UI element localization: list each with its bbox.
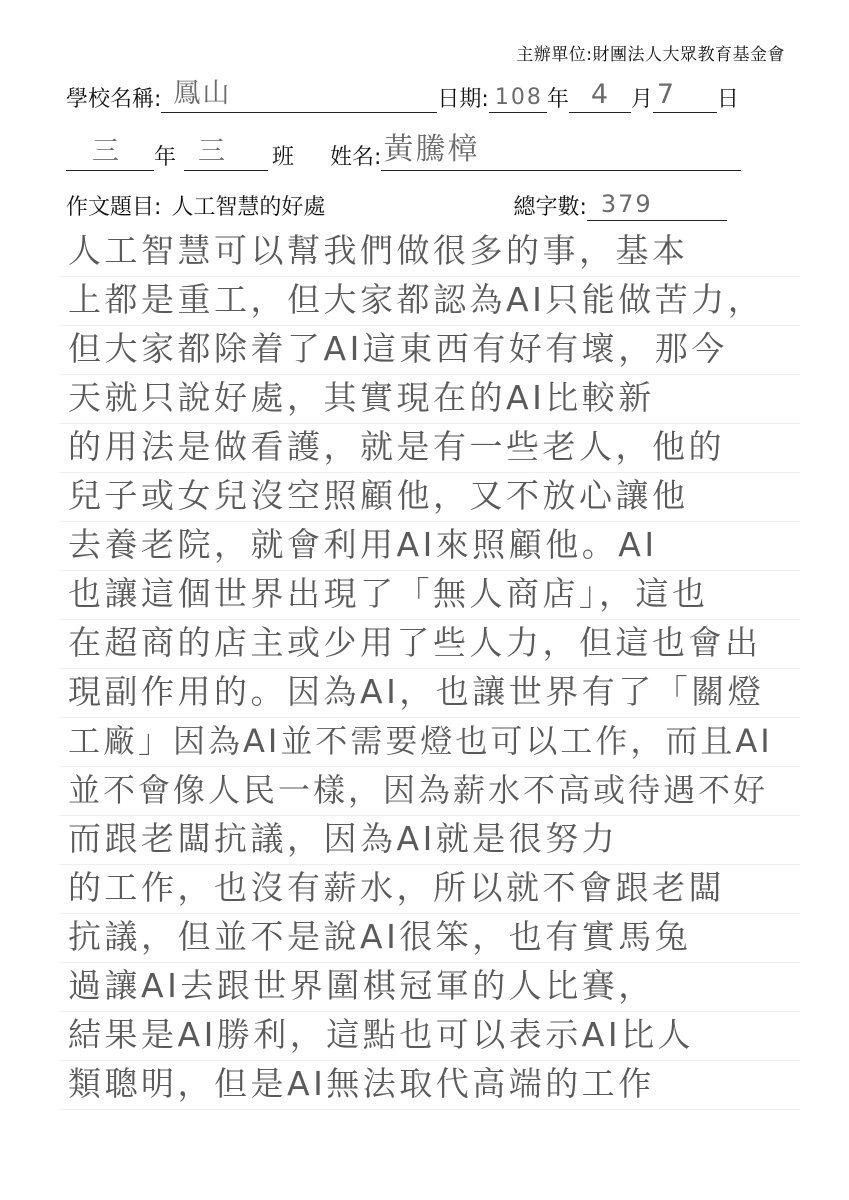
essay-line: 並不會像人民一樣，因為薪水不高或待遇不好	[60, 767, 800, 816]
grade-label: 年	[154, 145, 177, 170]
essay-line: 也讓這個世界出現了「無人商店」，這也	[60, 571, 800, 620]
school-date-row	[66, 78, 739, 113]
grade-field	[66, 136, 154, 171]
class-field	[184, 136, 268, 171]
year-value: 108	[494, 85, 543, 110]
count-label: 總字數:	[513, 195, 587, 220]
essay-line: 上都是重工，但大家都認為AI只能做苦力，	[60, 277, 800, 326]
organizer-text: 主辦單位:財團法人大眾教育基金會	[516, 45, 785, 65]
day-field	[653, 79, 717, 113]
grade-value: 三	[92, 136, 121, 167]
topic-label: 作文題目:	[66, 195, 162, 220]
count-field	[587, 190, 727, 221]
year-field	[489, 82, 547, 113]
school-field	[161, 78, 437, 113]
name-field	[381, 132, 741, 171]
essay-line: 兒子或女兒沒空照顧他，又不放心讓他	[60, 473, 800, 522]
year-label: 年	[546, 87, 569, 112]
essay-line: 人工智慧可以幫我們做很多的事，基本	[60, 228, 800, 277]
school-value: 鳳山	[173, 78, 232, 109]
class-label: 班	[272, 145, 295, 170]
essay-line: 的用法是做看護，就是有一些老人，他的	[60, 424, 800, 473]
essay-line: 去養老院，就會利用AI來照顧他。AI	[60, 522, 800, 571]
essay-line: 天就只說好處，其實現在的AI比較新	[60, 375, 800, 424]
essay-line: 但大家都除着了AI這東西有好有壞，那今	[60, 326, 800, 375]
essay-line: 類聰明，但是AI無法取代高端的工作	[60, 1061, 800, 1110]
name-value: 黃騰樟	[383, 132, 480, 167]
essay-line: 的工作，也沒有薪水，所以就不會跟老闆	[60, 865, 800, 914]
essay-line: 工廠」因為AI並不需要燈也可以工作，而且AI	[60, 718, 800, 767]
essay-body	[60, 228, 800, 1110]
month-label: 月	[630, 87, 653, 112]
name-label: 姓名:	[330, 145, 382, 170]
school-label: 學校名稱:	[66, 87, 162, 112]
class-value: 三	[198, 136, 228, 167]
essay-line: 抗議，但並不是說AI很笨，也有實馬兔	[60, 914, 800, 963]
date-label: 日期:	[437, 87, 489, 112]
day-label: 日	[716, 87, 739, 112]
essay-line: 現副作用的。因為AI，也讓世界有了「關燈	[60, 669, 800, 718]
topic-value: 人工智慧的好處	[171, 195, 326, 220]
count-value: 379	[600, 190, 653, 218]
essay-line: 在超商的店主或少用了些人力，但這也會出	[60, 620, 800, 669]
month-value: 4	[590, 79, 611, 110]
essay-line: 結果是AI勝利，這點也可以表示AI比人	[60, 1012, 800, 1061]
essay-line: 而跟老闆抗議，因為AI就是很努力	[60, 816, 800, 865]
day-value: 7	[656, 79, 677, 110]
month-field	[569, 79, 631, 113]
essay-line: 過讓AI去跟世界圍棋冠軍的人比賽，	[60, 963, 800, 1012]
class-name-row	[66, 132, 741, 171]
topic-row	[66, 190, 727, 221]
